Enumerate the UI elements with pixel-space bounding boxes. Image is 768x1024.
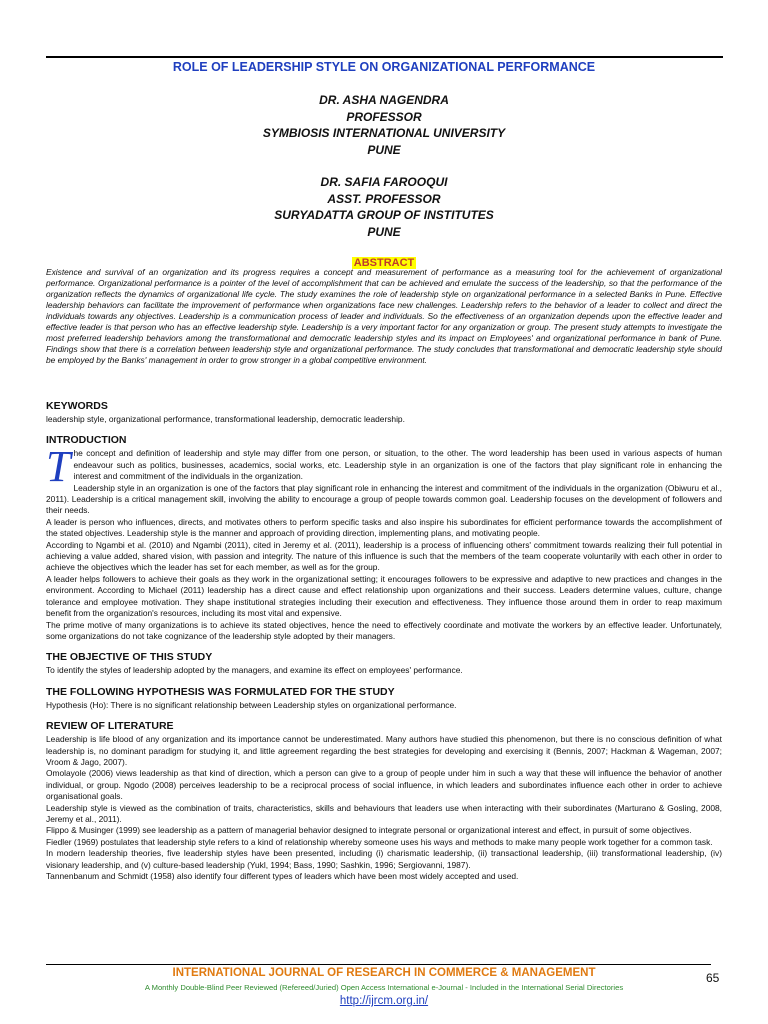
author-1-position: PROFESSOR <box>346 109 422 124</box>
author-1-institution: SYMBIOSIS INTERNATIONAL UNIVERSITY <box>262 126 506 140</box>
intro-paragraph: The concept and definition of leadership and style may differ from one person, or situation, to the other. The word leadership has been used in various aspects of human endeavour such as politics, businesses, academics, social works, etc. Leadership style in an organization is one of the factors that play significant role in enhancing the interest and commitment of the individuals in the organization. <box>46 442 722 492</box>
author-2-name: DR. SAFIA FAROOQUI <box>320 175 448 189</box>
intro-paragraph: The prime motive of many organizations is to achieve its stated objectives, hence the need to effectively coordinate and motivate the workers by an effective leader. Unfortunately, some organizations do not take cognizance of the leadership style adopted by their managers. <box>46 619 722 641</box>
footer-rule <box>46 964 711 965</box>
author-2-city: PUNE <box>367 224 401 239</box>
review-paragraph: Fiedler (1969) postulates that leadership style refers to a kind of relationship whereby someone uses his ways and methods to make many people work together for a common task. <box>46 836 713 847</box>
review-paragraph: Flippo & Musinger (1999) see leadership as a pattern of managerial behavior designed to integrate personal or organizational interest and effect, in pursuit of some objectives. <box>46 825 692 836</box>
journal-subtitle: A Monthly Double-Blind Peer Reviewed (Refereed/Juried) Open Access International e-Journal - Included in the International Serial Directories <box>144 983 624 992</box>
keywords-heading: KEYWORDS <box>46 400 108 412</box>
hypothesis-heading: THE FOLLOWING HYPOTHESIS WAS FORMULATED FOR THE STUDY <box>46 685 395 698</box>
author-2-position: ASST. PROFESSOR <box>327 191 441 206</box>
abstract-heading: ABSTRACT <box>353 257 415 269</box>
review-paragraph: In modern leadership theories, five leadership styles have been presented, including (i) charismatic leadership, (ii) transactional leadership, (iii) transformational leadership, (iv) visionary leadership, and (v) culture-based leadership (Yukl, 1994; Bass, 1990; Sashkin, 1996; Sergiovanni, 1987). <box>46 848 722 870</box>
intro-paragraph: A leader helps followers to achieve their goals as they work in the organizational setting; it encourages followers to be expressive and adaptive to new practices and changes in the environment. According to Michael (2011) leadership has a direct cause and effect relationship upon organizations and their success. Leaders determine values, culture, change tolerance and employee motivation. They shape institutional strategies including their execution and effectiveness. They influence those around them in order to reap maximum benefit from the organization's resources, including its most vital and expensive. <box>46 573 722 619</box>
journal-name: INTERNATIONAL JOURNAL OF RESEARCH IN COMMERCE & MANAGEMENT <box>172 967 596 979</box>
abstract-text: Existence and survival of an organization and its progress requires a concept and measurement of performance as a measuring tool for the achievement of organizational performance. Organizational performance is a pointer of the level of accomplishment that can be achieved and emulate the success of the leadership, so that the performance of the organization reflects the dynamics of organizational life cycle. The study examines the role of leadership style on organizational performance in a selected Banks in Pune. Effective leadership behaviors can facilitate the improvement of performance when organizations face new challenges. Leadership refers to the behavior of a leader to collect and direct the individuals towards any objectives. Leadership is a communication process of leader and individuals. So the effectiveness of an organization depends upon the effective leader and effective leader is that person who has an effective leadership style. Leadership is a very important factor for any organization or group. The present study attempts to investigate the most preferred leadership behaviors among the transformational and democratic leadership styles and its impact on Employees' and organizational performance in bank of Pune. Findings show that there is a correlation between leadership style and organizational performance. The study concludes that transformational and democratic leadership style should be employed by the Banks' management in order to grow stronger in a global competitive environment. <box>46 267 722 365</box>
dropcap-letter: T <box>46 442 71 492</box>
intro-paragraph: According to Ngambi et al. (2010) and Ngambi (2011), cited in Jeremy et al. (2011), leadership is a process of influencing others' commitment towards realizing their full potential in achieving a value added, shared vision, with passion and integrity. The nature of this influence is such that the members of the team cooperate voluntarily with each other in order to achieve the objectives which the leader has set for each member, as well as for the group. <box>46 539 722 573</box>
body-text <box>46 400 722 882</box>
objective-text: To identify the styles of leadership adopted by the managers, and examine its effect on employees' performance. <box>46 665 463 676</box>
page-number: 65 <box>706 971 720 985</box>
intro-paragraph: A leader is person who influences, directs, and motivates others to perform specific tasks and also inspire his subordinates for efficient performance towards the accomplishment of the stated objectives. Leadership style is the manner and approach of providing direction, implementing plans, and motivating people. <box>46 516 722 539</box>
author-1-name: DR. ASHA NAGENDRA <box>319 93 449 107</box>
author-1-city: PUNE <box>367 142 401 157</box>
introduction-heading: INTRODUCTION <box>46 434 127 447</box>
keywords-text: leadership style, organizational performance, transformational leadership, democratic leadership. <box>46 414 405 424</box>
intro-paragraph: Leadership style in an organization is one of the factors that play significant role in enhancing the interest and commitment of the individuals in the organization (Obiwuru et al., 2011). Leadership is a critical management skill, involving the ability to encourage a group of people towards common goal. Leadership focuses on the development of followers and their needs. <box>46 482 722 516</box>
top-rule <box>46 56 723 58</box>
review-paragraph: Tannenbanum and Schmidt (1958) also identify four different types of leaders which have been most widely accepted and used. <box>46 871 519 881</box>
objective-heading: THE OBJECTIVE OF THIS STUDY <box>46 651 213 664</box>
review-paragraph: Leadership is life blood of any organization and its importance cannot be underestimated. Many authors have studied this phenomenon, but there is no conscious definition of what leadership is, no dominant paradigm for studying it, and little agreement regarding the best strategies for developing and exercising it (Bennis, 2007; Hackman & Wageman, 2007; Vroom & Jago, 2007). <box>46 734 722 767</box>
review-paragraph: Omolayole (2006) views leadership as that kind of direction, which a person can give to a group of people under him in such a way that these will influence the behavior of another individual, or group. Ngodo (2008) perceives leadership to be a reciprocal process of social influence, in which leaders and subordinates influence each other in order to achieve organisational goals. <box>46 768 722 802</box>
hypothesis-text: Hypothesis (Ho): There is no significant relationship between Leadership styles on organizational performance. <box>46 699 457 710</box>
author-block <box>0 92 768 240</box>
author-2-institution: SURYADATTA GROUP OF INSTITUTES <box>274 208 494 222</box>
journal-url-link[interactable]: http://ijrcm.org.in/ <box>339 995 429 1007</box>
review-heading: REVIEW OF LITERATURE <box>46 720 174 733</box>
paper-title: ROLE OF LEADERSHIP STYLE ON ORGANIZATIONAL PERFORMANCE <box>172 60 596 74</box>
review-paragraph: Leadership style is viewed as the combination of traits, characteristics, skills and behaviours that leaders use when interacting with their subordinates (Marturano & Gosling, 2008, Jeremy et al., 2011). <box>46 802 722 824</box>
